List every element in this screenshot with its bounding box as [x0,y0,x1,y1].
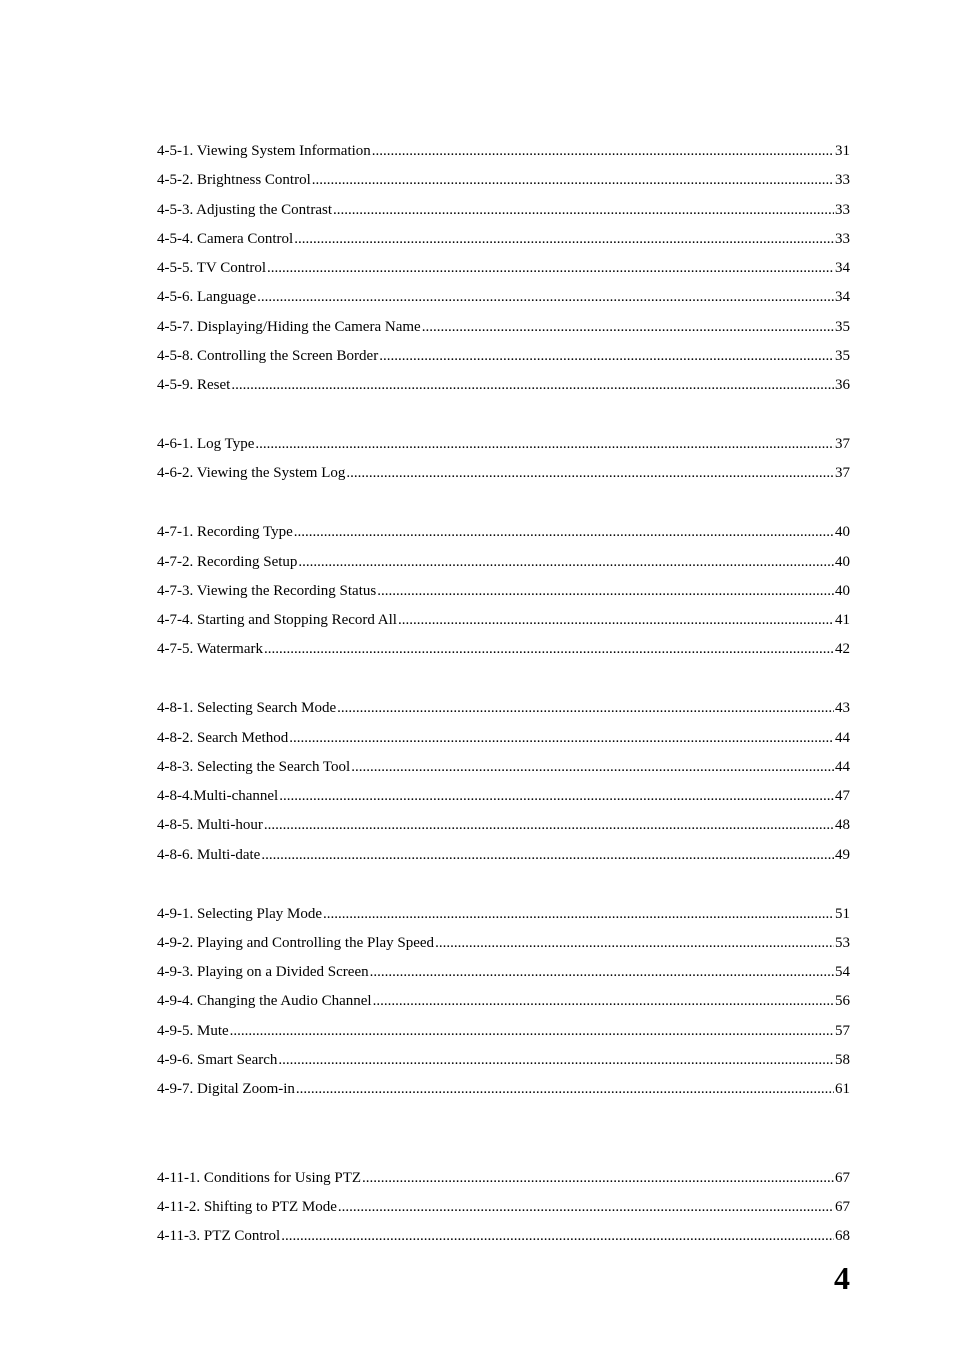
toc-entry[interactable] [157,727,850,756]
dot-leader [346,462,834,484]
toc-entry-page: 54 [835,964,850,981]
toc-entry[interactable] [157,257,850,286]
toc-entry[interactable] [157,1078,850,1107]
dot-leader [255,433,834,455]
toc-entry[interactable] [157,551,850,580]
dot-leader [338,1196,834,1218]
toc-entry-page: 49 [835,846,850,863]
toc-entry-page: 44 [835,758,850,775]
toc-entry-title: 4-7-4. Starting and Stopping Record All [157,612,397,629]
dot-leader [267,257,834,279]
dot-leader [422,316,834,338]
toc-entry-page: 40 [835,524,850,541]
toc-entry[interactable] [157,1020,850,1049]
toc-entry[interactable] [157,462,850,491]
toc-entry-page: 35 [835,318,850,335]
toc-entry[interactable] [157,1225,850,1254]
toc-entry-title: 4-9-5. Mute [157,1022,229,1039]
toc-section [157,1167,850,1255]
toc-entry-title: 4-9-2. Playing and Controlling the Play Speed [157,934,435,951]
toc-entry-title: 4-5-8. Controlling the Screen Border [157,348,379,365]
toc-entry-title: 4-8-6. Multi-date [157,846,261,863]
toc-entry[interactable] [157,697,850,726]
dot-leader [333,199,834,221]
toc-entry-page: 68 [835,1228,850,1245]
toc-section [157,903,850,1108]
toc-entry-page: 33 [835,201,850,218]
toc-entry[interactable] [157,961,850,990]
toc-entry-title: 4-8-4.Multi-channel [157,788,279,805]
toc-entry-page: 34 [835,260,850,277]
toc-entry-title: 4-5-5. TV Control [157,260,267,277]
toc-entry-page: 33 [835,230,850,247]
dot-leader [298,551,834,573]
toc-entry-title: 4-8-2. Search Method [157,729,289,746]
toc-entry[interactable] [157,1196,850,1225]
dot-leader [379,345,834,367]
toc-entry-title: 4-7-3. Viewing the Recording Status [157,582,377,599]
toc-entry[interactable] [157,169,850,198]
toc-entry[interactable] [157,756,850,785]
toc-entry-title: 4-5-4. Camera Control [157,230,294,247]
dot-leader [398,609,834,631]
toc-entry[interactable] [157,140,850,169]
toc-entry-page: 31 [835,143,850,159]
dot-leader [372,140,834,162]
dot-leader [362,1167,834,1189]
dot-leader [279,785,834,807]
toc-entry-title: 4-5-3. Adjusting the Contrast [157,201,332,218]
toc-entry-title: 4-5-2. Brightness Control [157,172,311,189]
toc-section [157,140,850,404]
toc-entry[interactable] [157,199,850,228]
section-spacer [157,404,850,434]
toc-entry-page: 58 [835,1052,850,1069]
section-spacer [157,873,850,903]
page-number: 4 [834,1260,850,1296]
toc-entry-page: 34 [835,289,850,306]
table-of-contents [157,140,850,1255]
dot-leader [377,580,834,602]
toc-entry-page: 43 [835,700,850,717]
toc-entry-title: 4-9-7. Digital Zoom-in [157,1081,295,1098]
toc-section [157,433,850,492]
toc-entry-page: 47 [835,788,850,805]
toc-entry[interactable] [157,316,850,345]
toc-entry-title: 4-5-1. Viewing System Information [157,143,371,159]
toc-entry-title: 4-9-3. Playing on a Divided Screen [157,964,369,981]
dot-leader [281,1225,834,1247]
toc-entry-title: 4-5-9. Reset [157,377,231,394]
toc-entry[interactable] [157,844,850,873]
toc-entry[interactable] [157,345,850,374]
toc-entry-page: 67 [835,1169,850,1186]
dot-leader [294,521,834,543]
toc-entry[interactable] [157,433,850,462]
section-spacer [157,668,850,698]
toc-entry-page: 40 [835,582,850,599]
dot-leader [323,903,834,925]
toc-section [157,697,850,873]
toc-entry-title: 4-5-7. Displaying/Hiding the Camera Name [157,318,421,335]
dot-leader [289,727,834,749]
toc-entry-title: 4-7-2. Recording Setup [157,553,298,570]
toc-entry-title: 4-11-1. Conditions for Using PTZ [157,1169,362,1186]
dot-leader [435,932,834,954]
toc-entry[interactable] [157,814,850,843]
dot-leader [261,844,834,866]
toc-entry-page: 42 [835,641,850,658]
toc-entry-title: 4-8-1. Selecting Search Mode [157,700,337,717]
toc-entry-title: 4-6-1. Log Type [157,436,255,453]
dot-leader [370,961,834,983]
toc-entry-title: 4-8-5. Multi-hour [157,817,263,834]
toc-entry-page: 51 [835,905,850,922]
toc-entry[interactable] [157,374,850,403]
toc-entry-page: 37 [835,436,850,453]
section-spacer [157,492,850,522]
dot-leader [264,638,834,660]
toc-entry[interactable] [157,990,850,1019]
toc-entry-page: 33 [835,172,850,189]
toc-section [157,521,850,667]
dot-leader [278,1049,834,1071]
toc-entry-page: 44 [835,729,850,746]
toc-entry[interactable] [157,932,850,961]
toc-entry-title: 4-8-3. Selecting the Search Tool [157,758,351,775]
toc-entry[interactable] [157,1049,850,1078]
dot-leader [264,814,834,836]
toc-entry-title: 4-11-2. Shifting to PTZ Mode [157,1198,337,1215]
toc-entry-title: 4-5-6. Language [157,289,257,306]
toc-entry-title: 4-6-2. Viewing the System Log [157,465,346,482]
toc-entry-page: 56 [835,993,850,1010]
toc-entry[interactable] [157,228,850,257]
toc-entry-page: 41 [835,612,850,629]
dot-leader [230,1020,834,1042]
toc-entry[interactable] [157,1167,850,1196]
toc-entry-page: 37 [835,465,850,482]
toc-entry[interactable] [157,580,850,609]
toc-entry-page: 48 [835,817,850,834]
toc-entry-page: 36 [835,377,850,394]
toc-entry[interactable] [157,286,850,315]
dot-leader [231,374,834,396]
toc-entry-page: 40 [835,553,850,570]
section-spacer [157,1108,850,1167]
toc-entry-title: 4-7-5. Watermark [157,641,263,658]
toc-entry-page: 57 [835,1022,850,1039]
dot-leader [337,697,834,719]
toc-entry-title: 4-11-3. PTZ Control [157,1228,281,1245]
toc-entry[interactable] [157,638,850,667]
toc-entry[interactable] [157,785,850,814]
dot-leader [294,228,834,250]
toc-entry-page: 67 [835,1198,850,1215]
dot-leader [257,286,834,308]
toc-entry-title: 4-9-1. Selecting Play Mode [157,905,322,922]
dot-leader [373,990,834,1012]
toc-entry-page: 61 [835,1081,850,1098]
dot-leader [296,1078,834,1100]
toc-entry-title: 4-7-1. Recording Type [157,524,293,541]
toc-entry-page: 53 [835,934,850,951]
toc-entry[interactable] [157,521,850,550]
toc-entry[interactable] [157,903,850,932]
dot-leader [351,756,834,778]
dot-leader [312,169,834,191]
toc-entry-title: 4-9-6. Smart Search [157,1052,278,1069]
toc-entry-page: 35 [835,348,850,365]
toc-entry-title: 4-9-4. Changing the Audio Channel [157,993,372,1010]
toc-entry[interactable] [157,609,850,638]
